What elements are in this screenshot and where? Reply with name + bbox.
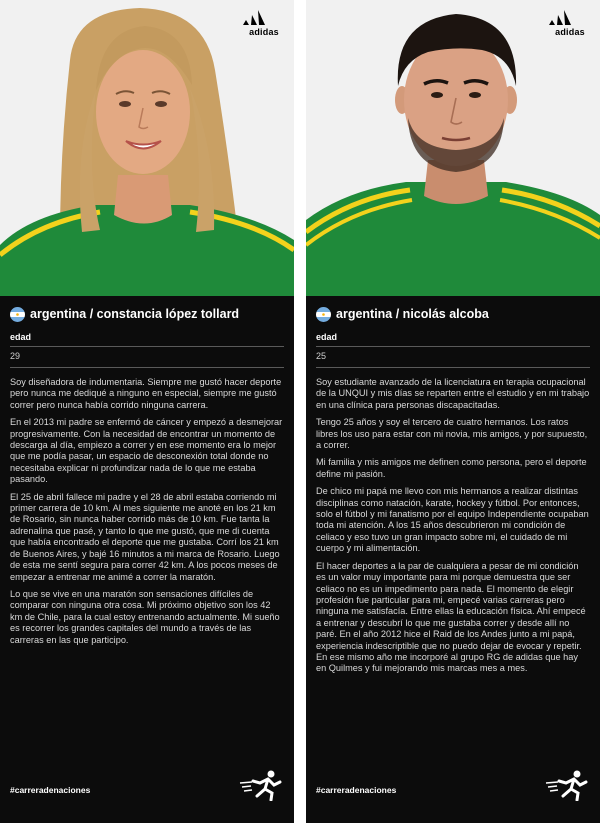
athlete-details <box>306 332 600 675</box>
athlete-portrait-illustration <box>306 0 600 296</box>
age-label: edad <box>10 332 284 347</box>
adidas-stripes-icon <box>548 10 574 26</box>
age-value: 25 <box>316 351 590 368</box>
age-label: edad <box>316 332 590 347</box>
campaign-hashtag: #carreradenaciones <box>316 785 397 795</box>
age-value: 29 <box>10 351 284 368</box>
adidas-logo <box>242 10 286 37</box>
athlete-name: argentina / constancia lópez tollard <box>30 307 240 321</box>
argentina-flag-icon <box>10 307 25 322</box>
adidas-wordmark: adidas <box>249 27 279 37</box>
argentina-flag-icon <box>316 307 331 322</box>
adidas-stripes-icon <box>242 10 268 26</box>
bio-paragraph: Mi familia y mis amigos me definen como persona, pero el deporte define mi pasión. <box>316 457 587 479</box>
profile-card-nicolas <box>306 0 600 823</box>
athlete-portrait-illustration <box>0 0 294 296</box>
athlete-name-row <box>0 296 294 332</box>
bio-paragraph: El hacer deportes a la par de cualquiera a pesar de mi condición es un valor muy importante para mi porque demuestra que ser celiaco no es un impedimento para nada. El momento de elegir profesión fue particular para mi, empecé varias carreras pero ninguna me satisfacía. Entre ellas la educación física. Ahí empecé a entrenar y descubrí lo que me gustaba correr y desde allí no paré. En el año 2012 hice el Raid de los Andes junto a mi papá, experiencia indescriptible que no puedo dejar de evocar y repetir. En ese mismo año me incorporé al grupo RG de adidas que hay en Quilmes y fui mejorando mis marcas mes a mes. <box>316 560 586 674</box>
bio-paragraph: Lo que se vive en una maratón son sensaciones difíciles de comparar con ninguna otra cosa. Mi próximo objetivo son los 42 km de Chile, para la cual estoy entrenando actualmente. Mi sueño es recorrer los grandes capitales del mundo a través de las carreras en las que participo. <box>10 588 280 645</box>
athlete-bio <box>10 377 284 646</box>
bio-paragraph: De chico mi papá me llevo con mis hermanos a realizar distintas disciplinas como natación, karate, hockey y fútbol. Por entonces, solo el fútbol y mi fanatismo por el equipo Independiente ocupaban toda mi atención. A los 15 años descubrieron mi condición de celiaco y eso tuvo un gran impacto sobre mi, el cuidado de mi cuerpo y mi alimentación. <box>316 486 589 554</box>
campaign-footer <box>10 769 284 801</box>
adidas-wordmark: adidas <box>555 27 585 37</box>
athlete-photo <box>306 0 600 296</box>
runner-icon <box>238 769 284 801</box>
athlete-details <box>0 332 294 646</box>
adidas-logo <box>548 10 592 37</box>
campaign-hashtag: #carreradenaciones <box>10 785 91 795</box>
runner-icon <box>544 769 590 801</box>
bio-paragraph: Soy estudiante avanzado de la licenciatura en terapia ocupacional de la UNQUI y mis días se reparten entre el estudio y en mi trabajo en una clínica para personas discapacitadas. <box>316 377 590 410</box>
campaign-footer <box>316 769 590 801</box>
profile-card-constancia <box>0 0 294 823</box>
athlete-bio <box>316 377 590 675</box>
bio-paragraph: El 25 de abril fallece mi padre y el 28 de abril estaba corriendo mi primer carrera de 10 km. Al mes siguiente me anoté en los 21 km de Rosario, sin nunca haber corrido más de 10 km. Fue tanta la adrenalina que pasé, y tanto lo que me gustó, que me di cuenta que había encontrado el deporte que me gustaba. Corrí los 21 km de Buenos Aires, y bajé 16 minutos a mi marca de Rosario. Luego de esta me sentí segura para correr 42 km. A los pocos meses de empezar a entrenar me animé a correr la maratón. <box>10 491 280 582</box>
bio-paragraph: En el 2013 mi padre se enfermó de cáncer y empezó a desmejorar progresivamente. Con la necesidad de encontrar un momento de descarga al día, empiezo a correr y en ese momento era lo mejor que me podía pasar, un espacio de desconexión total donde no necesitaba explicar ni profundizar nada de lo que me estaba pasando. <box>10 417 283 485</box>
athlete-name: argentina / nicolás alcoba <box>336 307 489 321</box>
bio-paragraph: Soy diseñadora de indumentaria. Siempre me gustó hacer deporte pero nunca me dediqué a ninguno en especial, siempre me gustó correr pero nunca había corrido ninguna carrera. <box>10 377 282 410</box>
athlete-photo <box>0 0 294 296</box>
bio-paragraph: Tengo 25 años y soy el tercero de cuatro hermanos. Los ratos libres los uso para estar con mi novia, mis amigos, y por supuesto, a correr. <box>316 417 588 451</box>
athlete-name-row <box>306 296 600 332</box>
